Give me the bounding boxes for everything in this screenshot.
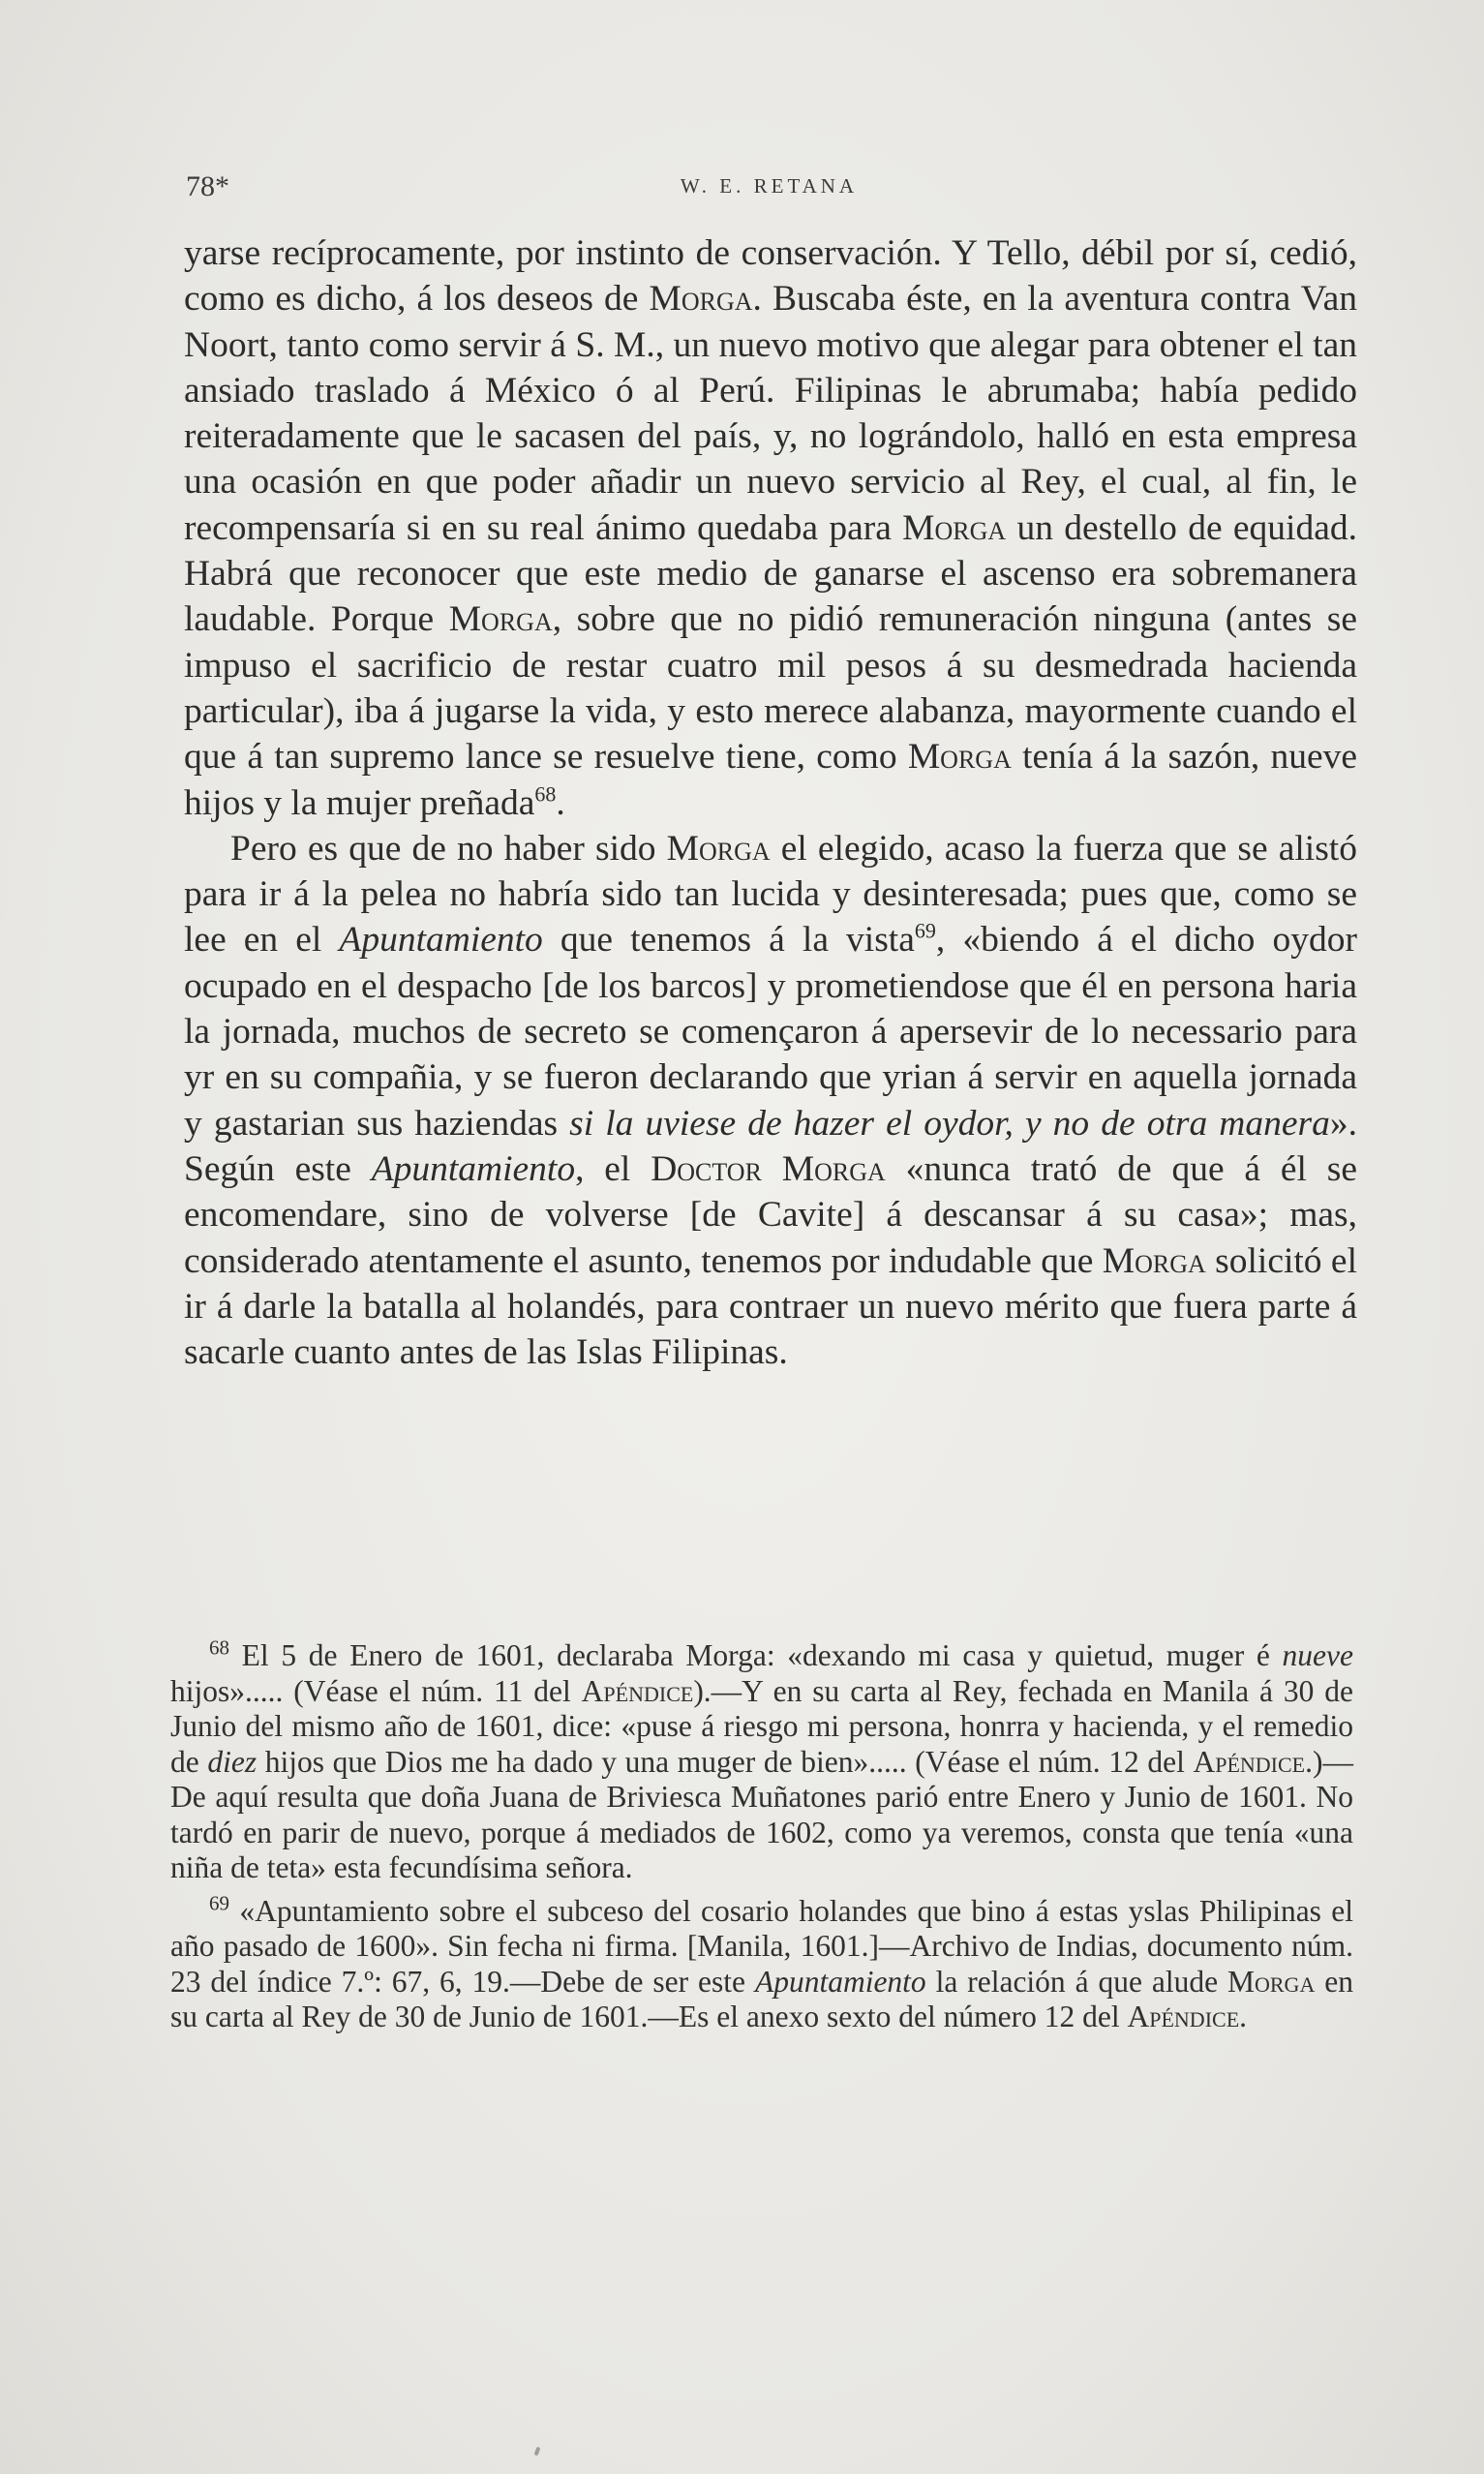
running-head: W. E. RETANA [680,174,859,198]
text-run: , el [575,1148,651,1189]
text-run: un destello de equidad. Habrá que reconocer que este medio de ganarse el ascenso era sobremanera laudable. Porque [184,507,1358,640]
name-morga: Morga [1102,1240,1206,1281]
text-run: ». Según este [184,1103,1357,1189]
footnote-number: 68 [209,1635,229,1660]
text-run: , sobre que no pidió remuneración ninguna (antes se impuso el sacrificio de restar cuatro mil pesos á su desmedrada hacienda particular), iba á jugarse la vida, y esto merece alabanza, mayormente cuando el que á tan supremo lance se resuelve tiene, como [184,599,1358,778]
paper-speck [534,2447,541,2457]
italic-quote: si la uviese de hazer el oydor, y no de otra manera [569,1103,1330,1144]
appendix-link: Apéndice [1127,2000,1240,2033]
text-run: la relación á que alude [925,1964,1227,1999]
footnotes [170,1635,1353,2043]
text-run: solicitó el ir á darle la batalla al holandés, para contraer un nuevo mérito que fuera parte á sacarle cuanto antes de las Islas Filipinas. [184,1240,1357,1373]
page-number: 78* [186,170,229,202]
appendix-link: Apéndice [581,1673,694,1708]
italic-word: nueve [1282,1638,1353,1672]
footnote-69 [170,1891,1353,2035]
italic-apuntamiento: Apuntamiento [754,1964,926,1999]
text-run: hijos»..... (Véase el núm. 11 del [170,1673,582,1708]
name-morga: Morga [907,737,1012,778]
quotation: , «biendo á el dicho oydor ocupado en el despacho [de los barcos] y prometiendose que él en persona haria la jornada, muchos de secreto se començaron á apersevir de lo necessario para yr en su compañia, y se fueron declarando que yrian á servir en aquella jornada y gastarian sus haziendas [184,920,1357,1144]
name-morga: Morga [902,507,1007,548]
italic-apuntamiento: Apuntamiento [371,1148,576,1189]
paragraph-2 [184,826,1357,1376]
text-run: El 5 de Enero de 1601, declaraba Morga: «dexando mi casa y quietud, muger é [229,1638,1283,1672]
text-run: Pero es que de no haber sido [230,828,667,869]
name-doctor-morga: Doctor Morga [651,1148,886,1189]
appendix-link: Apéndice [1193,1744,1306,1779]
text-run: «nunca trató de que á él se encomendare, sino de volverse [de Cavite] á descansar á su casa»; mas, considerado atentamente el asunto, tenemos por indudable que [184,1148,1357,1281]
footnote-ref-69[interactable]: 69 [914,918,936,943]
text-run: «Apuntamiento sobre el subceso del cosario holandes que bino á estas yslas Philipinas el año pasado de 1600». Sin fecha ni firma. [Manila, 1601.]—Archivo de Indias, documento núm. 23 del índice 7.º: 67, 6, 19.—Debe de ser este [170,1893,1353,1999]
footnote-ref-68[interactable]: 68 [534,781,557,807]
text-run: . [556,782,565,823]
text-run: que tenemos á la vista [542,920,915,961]
footnote-68 [170,1635,1353,1886]
footnote-number: 69 [209,1891,229,1914]
name-morga: Morga [666,828,771,869]
italic-apuntamiento: Apuntamiento [339,920,543,961]
body-text [184,230,1357,1375]
name-morga: Morga [1227,1964,1316,1999]
text-run: en su carta al Rey de 30 de Junio de 1601.—Es el anexo sexto del número 12 del [170,1964,1353,2033]
text-run: . Buscaba éste, en la aventura contra Van Noort, tanto como servir á S. M., un nuevo motivo que alegar para obtener el tan ansiado traslado á México ó al Perú. Filipinas le abrumaba; había pedido reiteradamente que le sacasen del país, y, no lográndolo, halló en esta empresa una ocasión en que poder añadir un nuevo servicio al Rey, el cual, al fin, le recompensaría si en su real ánimo quedaba para [184,279,1357,548]
text-run: ).—Y en su carta al Rey, fechada en Manila á 30 de Junio del mismo año de 1601, dice: «puse á riesgo mi persona, honrra y hacienda, y el remedio de [170,1673,1353,1779]
text-run: .)—De aquí resulta que doña Juana de Briviesca Muñatones parió entre Enero y Junio de 1601. No tardó en parir de nuevo, porque á mediados de 1602, como ya veremos, consta que tenía «una niña de teta» esta fecundísima señora. [170,1744,1353,1884]
text-run: tenía á la sazón, nueve hijos y la mujer preñada [184,737,1357,823]
text-run: yarse recíprocamente, por instinto de conservación. Y Tello, débil por sí, cedió, como es dicho, á los deseos de [184,233,1357,320]
text-run: . [1239,2000,1248,2033]
name-morga: Morga [649,279,753,320]
page-header [186,163,1352,211]
name-morga: Morga [448,599,553,640]
text-run: hijos que Dios me ha dado y una muger de bien»..... (Véase el núm. 12 del [257,1744,1194,1779]
paragraph-1 [184,230,1357,826]
text-run: el elegido, acaso la fuerza que se alistó para ir á la pelea no habría sido tan lucida y desinteresada; pues que, como se lee en el [184,828,1357,961]
italic-word: diez [207,1744,257,1779]
